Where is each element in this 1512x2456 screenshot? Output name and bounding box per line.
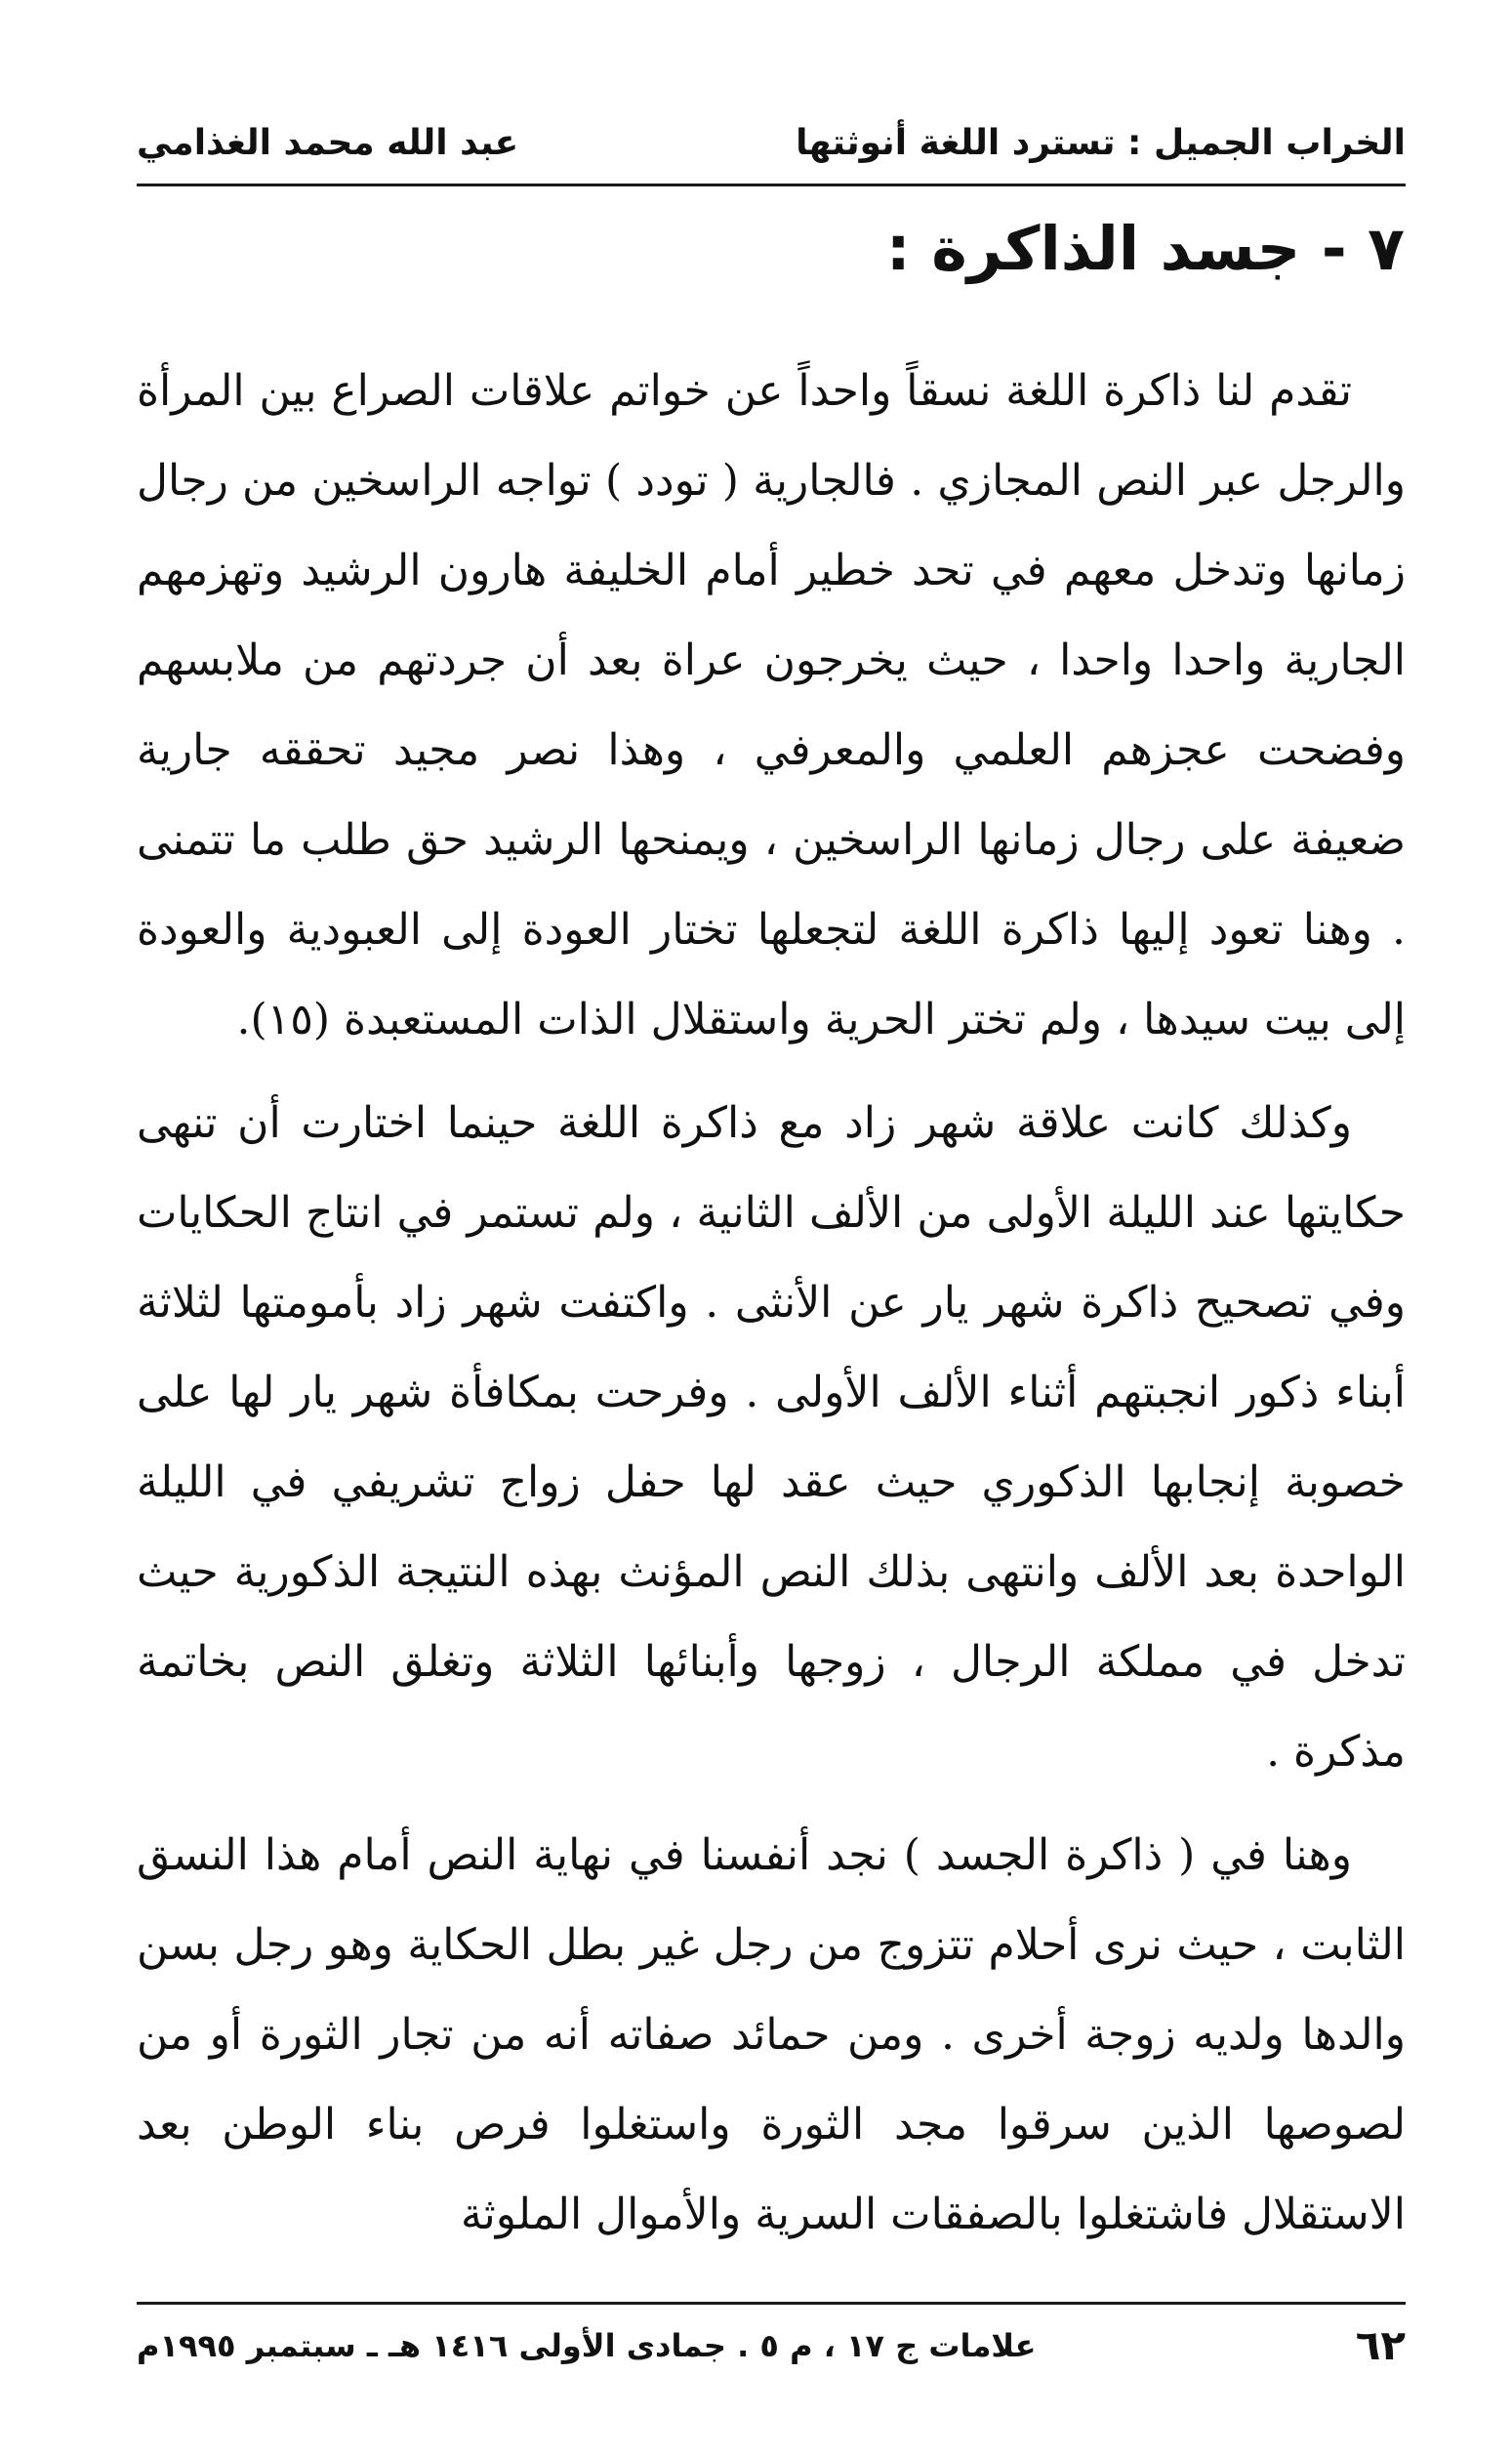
section-heading: ٧ - جسد الذاكرة : [885, 213, 1405, 284]
article-body [137, 347, 1406, 2273]
footer-divider [137, 2302, 1406, 2305]
journal-citation: علامات ج ١٧ ، م ٥ . جمادى الأولى ١٤١٦ هـ ـ سبتمبر ١٩٩٥م [137, 2327, 1037, 2364]
paragraph: وكذلك كانت علاقة شهر زاد مع ذاكرة اللغة حينما اختارت أن تنهى حكايتها عند الليلة الأولى من الألف الثانية ، ولم تستمر في انتاج الحكايات وفي تصحيح ذاكرة شهر يار عن الأنثى . واكتفت شهر زاد بأمومتها لثلاثة أبناء ذكور انجبتهم أثناء الألف الأولى . وفرحت بمكافأة شهر يار لها على خصوبة إنجابها الذكوري حيث عقد لها حفل زواج تشريفي في الليلة الواحدة بعد الألف وانتهى بذلك النص المؤنث بهذه النتيجة الذكورية حيث تدخل في مملكة الرجال ، زوجها وأبنائها الثلاثة وتغلق النص بخاتمة مذكرة . [137, 1098, 1406, 1777]
running-header [137, 115, 1406, 184]
paragraph: تقدم لنا ذاكرة اللغة نسقاً واحداً عن خواتم علاقات الصراع بين المرأة والرجل عبر النص المجازي . فالجارية ( تودد ) تواجه الراسخين من رجال زمانها وتدخل معهم في تحد خطير أمام الخليفة هارون الرشيد وتهزمهم الجارية واحدا واحدا ، حيث يخرجون عراة بعد أن جردتهم من ملابسهم وفضحت عجزهم العلمي والمعرفي ، وهذا نصر مجيد تحققه جارية ضعيفة على رجال زمانها الراسخين ، ويمنحها الرشيد حق طلب ما تتمنى . وهنا تعود إليها ذاكرة اللغة لتجعلها تختار العودة إلى العبودية والعودة إلى بيت سيدها ، ولم تختر الحرية واستقلال الذات المستعبدة (١٥). [137, 366, 1406, 1044]
header-article-title: الخراب الجميل : تسترد اللغة أنوثتها [796, 123, 1406, 163]
header-divider [137, 184, 1406, 186]
page-number: ٦٢ [1355, 2321, 1406, 2369]
paragraph: وهنا في ( ذاكرة الجسد ) نجد أنفسنا في نهاية النص أمام هذا النسق الثابت ، حيث نرى أحلام تتزوج من رجل غير بطل الحكاية وهو رجل بسن والدها ولديه زوجة أخرى . ومن حمائد صفاته أنه من تجار الثورة أو من لصوصها الذين سرقوا مجد الثورة واستغلوا فرص بناء الوطن بعد الاستقلال فاشتغلوا بالصفقات السرية والأموال الملوثة [137, 1830, 1406, 2239]
page-footer [137, 2321, 1406, 2380]
header-author: عبد الله محمد الغذامي [137, 123, 519, 163]
